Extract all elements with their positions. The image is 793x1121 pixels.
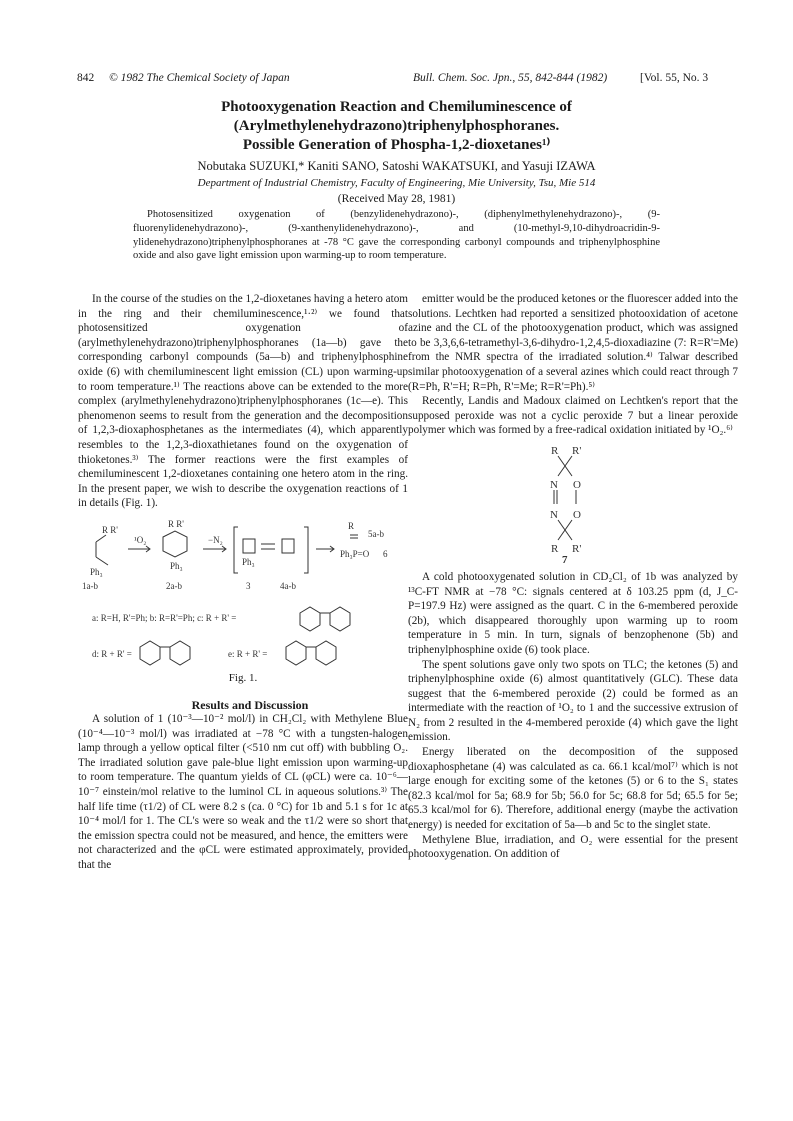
article-title-line-1: Photooxygenation Reaction and Chemiluminescence of <box>221 99 572 115</box>
svg-text:O: O <box>573 508 581 521</box>
article-title-line-2: (Arylmethylenehydrazono)triphenylphosphoranes. <box>233 118 560 134</box>
right-paragraph-4: The spent solutions gave only two spots on TLC; the ketones (5) and triphenylphosphine oxide (6) almost quantitatively (GLC). These data suggest that the 6-membered peroxide (2) could be formed as an intermediate with the reaction of ¹O₂ to 1 and the successive extrusion of N₂ from 2 resulted in the 4-membered peroxide (4) which gave the light emission. <box>408 658 738 744</box>
right-bracket <box>304 527 308 573</box>
svg-text:Ph₃: Ph₃ <box>90 566 103 577</box>
svg-text:R R': R R' <box>102 524 118 535</box>
compound-4-label: 4a-b <box>280 580 296 591</box>
journal-citation: Bull. Chem. Soc. Jpn., 55, 842-844 (1982) <box>413 72 608 84</box>
compound-3-label: 3 <box>246 580 251 591</box>
substituent-e: e: R + R' = <box>228 648 268 659</box>
compound-1-label: 1a-b <box>82 580 98 591</box>
right-paragraph-2: Recently, Landis and Madoux claimed on Lechtken's report that the supposed peroxide was not a cyclic peroxide 7 but a linear peroxide polymer which was formed by a free-radical oxidation initiated by ¹O₂.⁶⁾ <box>408 395 738 437</box>
left-bracket <box>234 527 238 573</box>
svg-text:¹O₂: ¹O₂ <box>134 534 147 545</box>
svg-text:Ph₃P=O: Ph₃P=O <box>340 548 370 559</box>
svg-text:−N₂: −N₂ <box>208 534 223 545</box>
structure-7-label: 7 <box>562 553 568 564</box>
svg-text:R: R <box>551 444 559 457</box>
copyright-line: © 1982 The Chemical Society of Japan <box>109 72 290 84</box>
intro-paragraph: In the course of the studies on the 1,2-dioxetanes having a hetero atom in the ring and their chemiluminescence,¹·²⁾ we found that photosensitized oxygenation of (arylmethylenehydrazono)triphenylphosphoranes (1a—b) gave the corresponding carbonyl compounds (5a—b) and triphenylphosphine oxide (6) with chemiluminescent light emission (CL) upon warming-up to room temperature.¹⁾ The reactions above can be extended to the more complex (arylmethylenehydrazono)triphenylphosphoranes (1c—e). This phenomenon seems to result from the generation and the decomposition of 1,2,3-dioxaphosphetanes as the intermediates (4), which apparently resembles to the 1,2,3-dioxathietanes found on the oxygenation of thioketones.³⁾ The former reactions were the first examples of chemiluminescent 1,2-dioxetanes containing one hetero atom in the ring. In the present paper, we wish to describe the oxygenation reactions of 1 in details (Fig. 1). <box>78 293 408 510</box>
product-6-label: 6 <box>383 548 388 559</box>
abstract: Photosensitized oxygenation of (benzylidenehydrazono)-, (diphenylmethylenehydrazono)-, (9-fluorenylidenehydrazono)-, (9-xanthenylidenehydrazono)-, and (10-methyl-9,10-dihydroacridin-9-ylidenehydrazono)triphenylphosphoranes at -78 °C gave the corresponding carbonyl compounds and triphenylphosphine oxide and also gave light emission upon warming-up to room temperature. <box>133 209 660 262</box>
compound-2-label: 2a-b <box>166 580 182 591</box>
structure-7 <box>408 442 738 564</box>
left-column <box>78 292 408 873</box>
author-list: Nobutaka SUZUKI,* Kaniti SANO, Satoshi WAKATSUKI, and Yasuji IZAWA <box>197 159 596 173</box>
svg-text:Ph₃: Ph₃ <box>242 556 255 567</box>
volume-number: [Vol. 55, No. 3 <box>640 72 709 84</box>
figure-caption: Fig. 1. <box>228 671 258 684</box>
dioxaphosphetane-ring <box>282 539 294 553</box>
article-title-line-3: Possible Generation of Phospha-1,2-dioxetanes¹⁾ <box>242 137 551 153</box>
bond-line <box>96 557 108 565</box>
right-paragraph-3: A cold photooxygenated solution in CD₂Cl₂ of 1b was analyzed by ¹³C-FT NMR at −78 °C: signals centered at δ 103.25 ppm (d, J_C-P=197.9 Hz) were assigned as the quart. C in the 6-membered peroxide (2b), which disappeared thoroughly upon warming up to room temperature in 5 min. In turn, signals of benzophenone (5b) and triphenylphosphine oxide (6) took place. <box>408 570 738 656</box>
svg-text:R: R <box>348 520 355 531</box>
affiliation: Department of Industrial Chemistry, Faculty of Engineering, Mie University, Tsu, Mie 514 <box>197 177 596 189</box>
right-paragraph-1: emitter would be the produced ketones or the fluorescer added into the solutions. Lechtken had reported a sensitized photooxidation of acetone azine and the CL of the photooxygenation product, which was assigned to be 3,3,6,6-tetramethyl-3,6-dihydro-1,2,4,5-dioxadiazine (7: R=R'=Me) from the NMR spectra of the irradiated solution.⁴⁾ Talwar described similar photooxygenation of a several azines which could react through 7 (R=Ph, R'=H; R=Ph, R'=Me; R=R'=Ph).⁵⁾ <box>408 293 738 393</box>
svg-text:R': R' <box>572 444 582 457</box>
right-paragraph-5: Energy liberated on the decomposition of the supposed dioxaphosphetane (4) was calculated as ca. 66.1 kcal/mol⁷⁾ which is not large enough for exciting some of the ketones (5) or 6 to the S₁ states (82.3 kcal/mol for 5a; 68.9 for 5b; 56.0 for 5c; 68.8 for 5d; 65.5 for 5e; 65.3 kcal/mol for 6). Therefore, additional energy (maybe the activation energy) is needed for excitation of 5a—b and 5c to the singlet state. <box>408 746 738 832</box>
svg-text:O: O <box>573 478 581 491</box>
dioxadiazine-structure <box>408 442 738 564</box>
received-date: (Received May 28, 1981) <box>337 193 456 205</box>
fluorenylidene-structure <box>300 607 350 631</box>
section-heading: Results and Discussion <box>191 697 309 712</box>
page-number: 842 <box>77 72 95 84</box>
figure-1 <box>78 517 408 669</box>
svg-text:R R': R R' <box>168 518 184 529</box>
four-membered-ring <box>243 539 255 553</box>
reaction-scheme-figure <box>78 517 408 669</box>
results-paragraph: A solution of 1 (10⁻³—10⁻² mol/l) in CH₂Cl₂ with Methylene Blue (10⁻⁴—10⁻³ mol/l) was irradiated at −78 °C with a tungsten-halogen lamp through a yellow optical filter (<510 nm cut off) with bubbling O₂. The irradiated solution gave pale-blue light emission upon warming-up to room temperature. The quantum yields of CL (φCL) were ca. 10⁻⁶—10⁻⁷ einstein/mol relative to the luminol CL in aqueous solutions.³⁾ The half life time (τ1/2) of CL were 8.2 s (ca. 0 °C) for 1b and 5.1 s for 1c at 10⁻⁴ mol/l for 1. The CL's were so weak and the τ1/2 were so short that the emission spectra could not be measured, and hence, the emitters were not characterized and the φCL were estimated approximately, provided that the <box>78 713 408 872</box>
svg-text:Ph₃: Ph₃ <box>170 560 183 571</box>
acridinylidene-structure <box>286 641 336 665</box>
svg-text:N: N <box>550 478 558 491</box>
bond-line <box>96 535 106 542</box>
title-block <box>120 98 673 207</box>
right-column <box>408 292 738 862</box>
six-membered-ring <box>163 531 187 557</box>
right-paragraph-6: Methylene Blue, irradiation, and O₂ were essential for the present photooxygenation. On addition of <box>408 833 738 861</box>
svg-text:R: R <box>551 542 559 555</box>
product-5-label: 5a-b <box>368 528 384 539</box>
svg-text:R': R' <box>572 542 582 555</box>
substituent-d: d: R + R' = <box>92 648 132 659</box>
svg-text:N: N <box>550 508 558 521</box>
substituent-list-1: a: R=H, R'=Ph; b: R=R'=Ph; c: R + R' = <box>92 612 237 623</box>
xanthenylidene-structure <box>140 641 190 665</box>
